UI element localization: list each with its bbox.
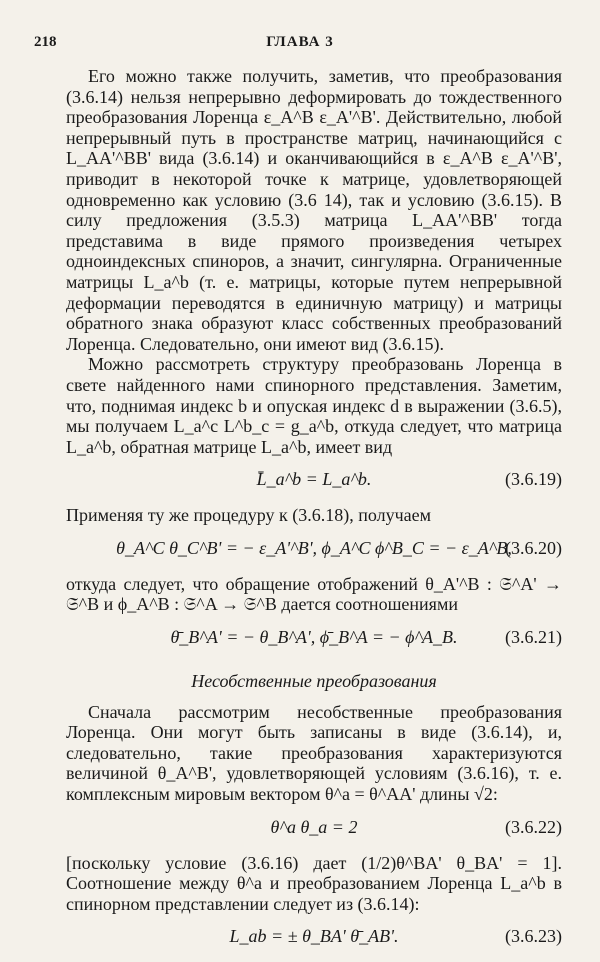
equation-formula: θ^a θ_a = 2 [270, 816, 358, 837]
paragraph-4: откуда следует, что обращение отображений θ_A'^B : 𝔖^A' → 𝔖^B и ϕ_A^B : 𝔖^A → 𝔖^B дается соотношениями [66, 573, 562, 615]
equation-number: (3.6.20) [505, 537, 562, 558]
equation-number: (3.6.23) [505, 926, 562, 947]
equation-formula: L̄_a^b = L_a^b. [256, 469, 372, 490]
equation-number: (3.6.22) [505, 816, 562, 837]
paragraph-1: Его можно также получить, заметив, что преобразования (3.6.14) нельзя непрерывно деформировать до тождественного преобразования Лоренца ε_A^B ε_A'^B'. Действительно, любой непрерывный путь в пространстве матриц, начинающийся с L_AA'^BB' вида (3.6.14) и оканчивающийся в ε_A^B ε_A'^B', приводит в некоторой точке к матрице, удовлетворяющей одновременно как условию (3.6 14), так и условию (3.6.15). В силу предложения (3.5.3) матрица L_AA'^BB' тогда представима в виде прямого произведения четырех одноиндексных спиноров, а значит, сингулярна. Ограниченные матрицы L_a^b (т. е. матрицы, которые путем непрерывной деформации переводятся в единичную матрицу) и матрицы обратного знака образуют класс собственных преобразований Лоренца. Следовательно, они имеют вид (3.6.15). [66, 66, 562, 354]
equation-number: (3.6.21) [505, 627, 562, 648]
chapter-title: ГЛАВА 3 [266, 34, 334, 50]
paragraph-3: Применяя ту же процедуру к (3.6.18), получаем [66, 505, 431, 526]
equation-3-6-20 [66, 532, 562, 568]
equation-formula: θ̄_B^A' = − θ_B^A', ϕ̄_B^A = − ϕ^A_B. [170, 627, 458, 648]
running-header [34, 34, 566, 56]
section-heading: Несобственные преобразования [191, 671, 437, 692]
equation-number: (3.6.19) [505, 469, 562, 490]
paragraph-6: [поскольку условие (3.6.16) дает (1/2)θ^BA' θ_BA' = 1]. Соотношение между θ^a и преобразованием Лоренца L_a^b в спинорном представлении следует из (3.6.14): [66, 852, 562, 914]
equation-formula: θ_A^C θ_C^B' = − ε_A'^B', ϕ_A^C ϕ^B_C = − ε_A^B, [116, 537, 512, 558]
text-body [66, 66, 562, 962]
equation-3-6-19 [66, 463, 562, 499]
paragraph-5: Сначала рассмотрим несобственные преобразования Лоренца. Они могут быть записаны в виде (3.6.14), и, следовательно, такие преобразования характеризуются величиной θ_A^B', удовлетворяющей условиям (3.6.16), т. е. комплексным мировым вектором θ^a = θ^AA' длины √2: [66, 701, 562, 805]
paragraph-2: Можно рассмотреть структуру преобразовань Лоренца в свете найденного нами спинорного представления. Заметим, что, поднимая индекс b и опуская индекс d в выражении (3.6.5), мы получаем L_a^c L^b_c = g_a^b, откуда следует, что матрица L_a^b, обратная матрице L_a^b, имеет вид [66, 354, 562, 457]
equation-3-6-21 [66, 621, 562, 657]
equation-3-6-22 [66, 811, 562, 847]
page-number: 218 [34, 34, 57, 50]
equation-formula: L_ab = ± θ_BA' θ̄_AB'. [229, 926, 399, 947]
